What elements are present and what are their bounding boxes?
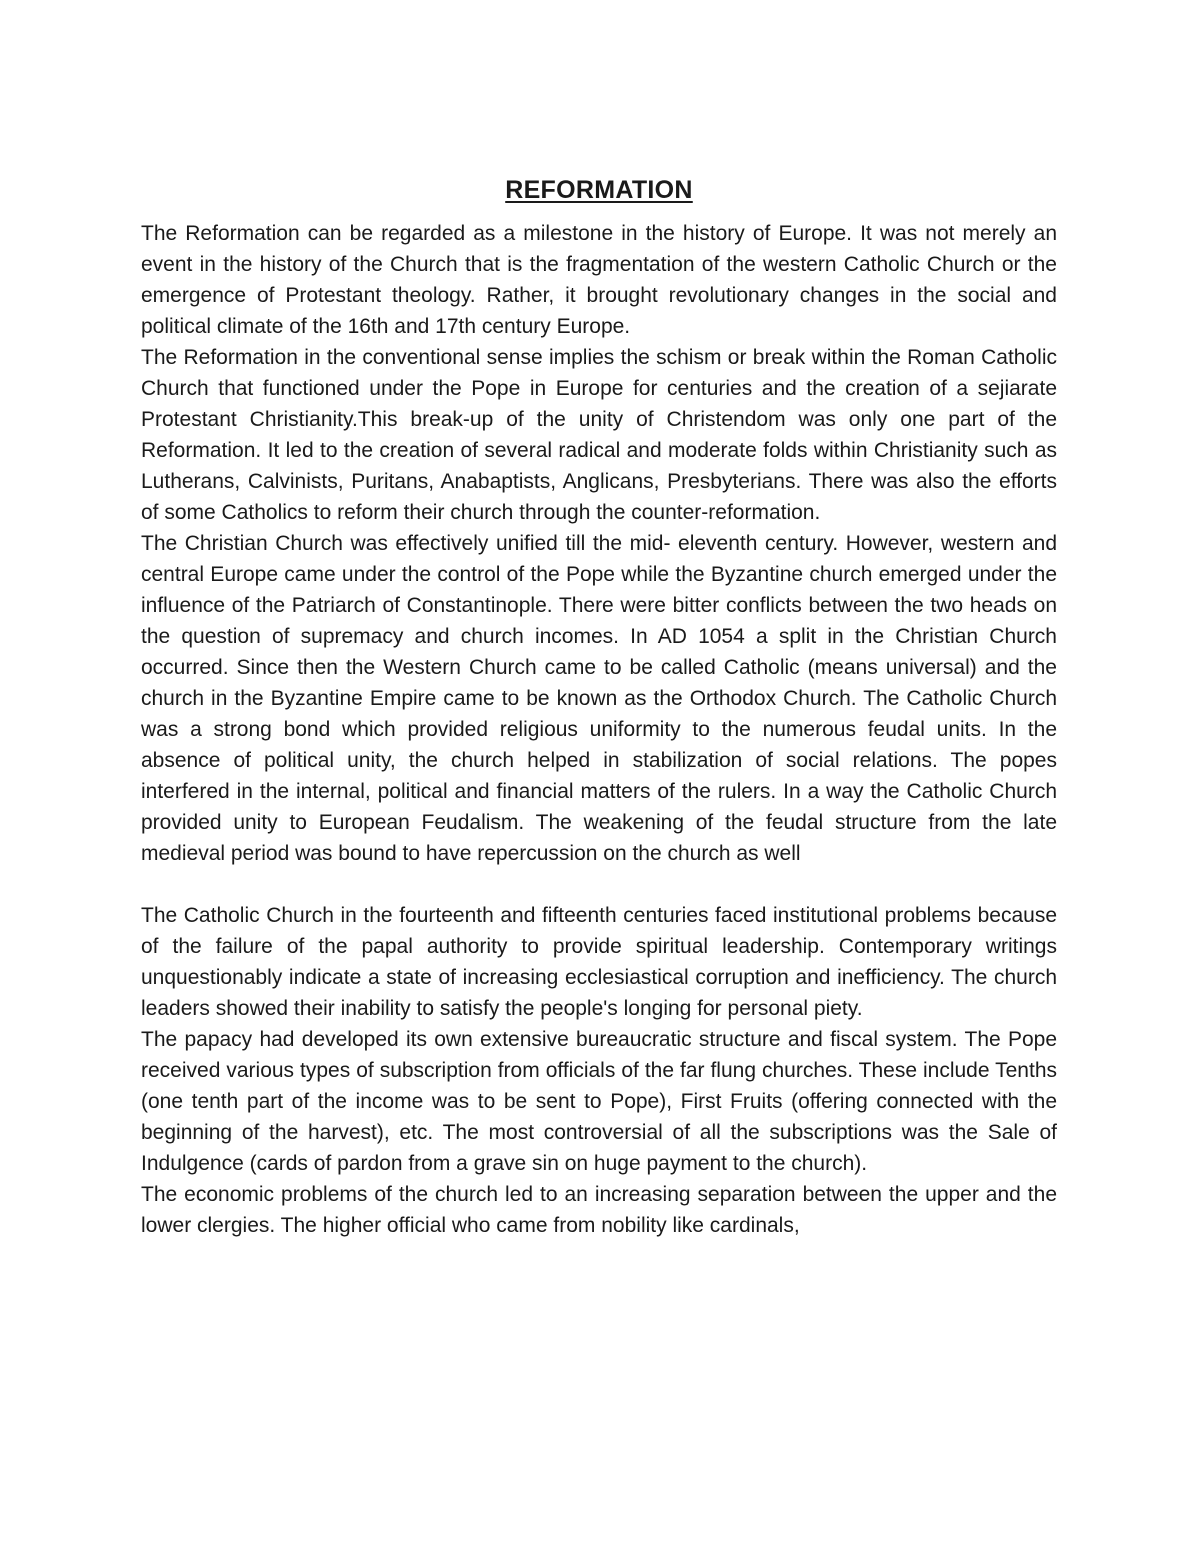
paragraph-5: The papacy had developed its own extensive bureaucratic structure and fiscal system. The Pope received various types of subscription from officials of the far flung churches. These include Tenths (one tenth part of the income was to be sent to Pope), First Fruits (offering connected with the beginning of the harvest), etc. The most controversial of all the subscriptions was the Sale of Indulgence (cards of pardon from a grave sin on huge payment to the church). <box>141 1028 1057 1175</box>
page-title: REFORMATION <box>505 176 693 204</box>
paragraph-4: The Catholic Church in the fourteenth and fifteenth centuries faced institutional problems because of the failure of the papal authority to provide spiritual leadership. Contemporary writings unquestionably indicate a state of increasing ecclesiastical corruption and inefficiency. The church leaders showed their inability to satisfy the people's longing for personal piety. <box>141 904 1057 1020</box>
paragraph-3: The Christian Church was effectively unified till the mid- eleventh century. However, western and central Europe came under the control of the Pope while the Byzantine church emerged under the influence of the Patriarch of Constantinople. There were bitter conflicts between the two heads on the question of supremacy and church incomes. In AD 1054 a split in the Christian Church occurred. Since then the Western Church came to be called Catholic (means universal) and the church in the Byzantine Empire came to be known as the Orthodox Church. The Catholic Church was a strong bond which provided religious uniformity to the numerous feudal units. In the absence of political unity, the church helped in stabilization of social relations. The popes interfered in the internal, political and financial matters of the rulers. In a way the Catholic Church provided unity to European Feudalism. The weakening of the feudal structure from the late medieval period was bound to have repercussion on the church as well <box>141 532 1057 865</box>
paragraph-1: The Reformation can be regarded as a milestone in the history of Europe. It was not merely an event in the history of the Church that is the fragmentation of the western Catholic Church or the emergence of Protestant theology. Rather, it brought revolutionary changes in the social and political climate of the 16th and 17th century Europe. <box>141 222 1057 338</box>
paragraph-6: The economic problems of the church led to an increasing separation between the upper and the lower clergies. The higher official who came from nobility like cardinals, <box>141 1183 1057 1237</box>
paragraph-2: The Reformation in the conventional sense implies the schism or break within the Roman Catholic Church that functioned under the Pope in Europe for centuries and the creation of a sejiarate Protestant Christianity.This break-up of the unity of Christendom was only one part of the Reformation. It led to the creation of several radical and moderate folds within Christianity such as Lutherans, Calvinists, Puritans, Anabaptists, Anglicans, Presbyterians. There was also the efforts of some Catholics to reform their church through the counter-reformation. <box>141 346 1057 524</box>
paragraph-gap <box>141 869 1057 900</box>
document-body <box>141 170 1057 1241</box>
